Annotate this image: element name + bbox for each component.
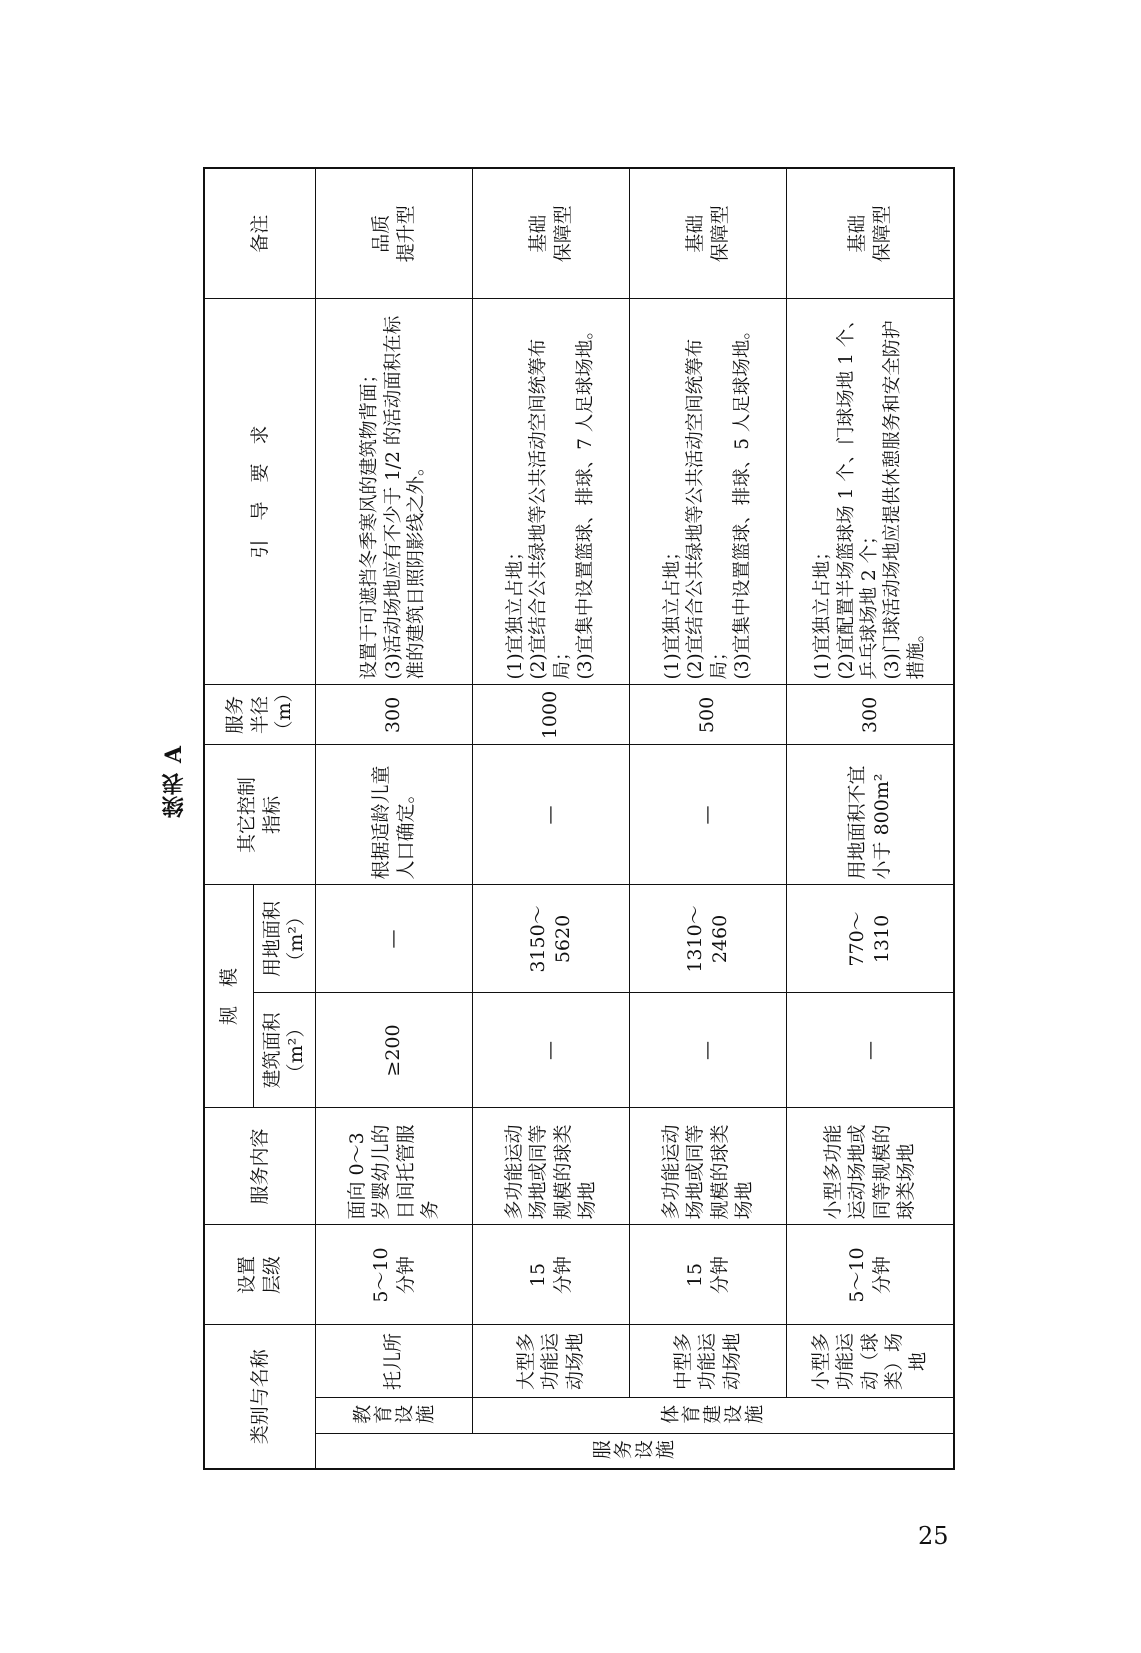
group-service-facilities: 服务设施: [315, 1434, 954, 1469]
row-other: —: [472, 745, 629, 885]
header-content: 服务内容: [204, 1108, 315, 1225]
row-content: 小型多功能运动场地或同等规模的球类场地: [786, 1108, 954, 1225]
row-content: 多功能运动场地或同等规模的球类场地: [629, 1108, 786, 1225]
header-radius: 服务 半径 （m）: [204, 685, 315, 745]
header-category: 类别与名称: [204, 1325, 315, 1469]
row-building-area: —: [472, 993, 629, 1108]
page-title: 续表 A: [161, 745, 187, 818]
row-remark: 品质 提升型: [315, 168, 472, 299]
row-level: 15 分钟: [629, 1225, 786, 1325]
row-requirements: (1)宜独立占地； (2)宜结合公共绿地等公共活动空间统筹布局； (3)宜集中设置篮球、排球、7 人足球场地。: [472, 299, 629, 685]
row-land-area: 3150～ 5620: [472, 885, 629, 993]
row-name: 中型多功能运动场地: [629, 1325, 786, 1398]
row-building-area: —: [629, 993, 786, 1108]
table-row: [629, 168, 786, 1469]
facility-table: [203, 167, 955, 1470]
table-row: [472, 168, 629, 1469]
row-other: 根据适龄儿童人口确定。: [315, 745, 472, 885]
table-area: [203, 169, 953, 1470]
row-building-area: —: [786, 993, 954, 1108]
header-row-1: [204, 168, 253, 1469]
row-requirements: (1)宜独立占地； (2)宜配置半场篮球场 1 个、门球场地 1 个、乒乓球场地 2 个； (3)门球活动场地应提供休憩服务和安全防护措施。: [786, 299, 954, 685]
row-radius: 300: [786, 685, 954, 745]
row-name: 托儿所: [315, 1325, 472, 1398]
row-requirements: (1)宜独立占地； (2)宜结合公共绿地等公共活动空间统筹布局； (3)宜集中设置篮球、排球、5 人足球场地。: [629, 299, 786, 685]
row-level: 5～10 分钟: [786, 1225, 954, 1325]
header-requirements: 引 导 要 求: [204, 299, 315, 685]
header-land-area: 用地面积 （m²）: [253, 885, 315, 993]
header-other: 其它控制 指标: [204, 745, 315, 885]
row-name: 大型多功能运动场地: [472, 1325, 629, 1398]
rotated-table-wrapper: [203, 169, 953, 1470]
header-building-area: 建筑面积 （m²）: [253, 993, 315, 1108]
row-radius: 300: [315, 685, 472, 745]
row-name: 小型多功能运动（球类）场地: [786, 1325, 954, 1398]
row-other: —: [629, 745, 786, 885]
row-land-area: 770～1310: [786, 885, 954, 993]
row-content: 面向 0～3 岁婴幼儿的日间托管服务: [315, 1108, 472, 1225]
group-education: 教育设施: [315, 1398, 472, 1434]
row-remark: 基础 保障型: [629, 168, 786, 299]
row-remark: 基础 保障型: [472, 168, 629, 299]
row-content: 多功能运动场地或同等规模的球类场地: [472, 1108, 629, 1225]
page-number: 25: [918, 1522, 949, 1550]
table-row: [315, 168, 472, 1469]
header-scale: 规 模: [204, 885, 253, 1108]
row-radius: 1000: [472, 685, 629, 745]
row-level: 5～10 分钟: [315, 1225, 472, 1325]
row-remark: 基础 保障型: [786, 168, 954, 299]
row-other: 用地面积不宜小于 800m²: [786, 745, 954, 885]
header-level: 设置 层级: [204, 1225, 315, 1325]
row-level: 15 分钟: [472, 1225, 629, 1325]
row-requirements: 设置于可遮挡冬季寒风的建筑物背面； (3)活动场地应有不少于 1/2 的活动面积在标准的建筑日照阴影线之外。: [315, 299, 472, 685]
row-land-area: 1310～ 2460: [629, 885, 786, 993]
group-sports: 体育建设施: [472, 1398, 954, 1434]
row-land-area: —: [315, 885, 472, 993]
row-radius: 500: [629, 685, 786, 745]
row-building-area: ≥200: [315, 993, 472, 1108]
header-remark: 备注: [204, 168, 315, 299]
table-row: [786, 168, 954, 1469]
